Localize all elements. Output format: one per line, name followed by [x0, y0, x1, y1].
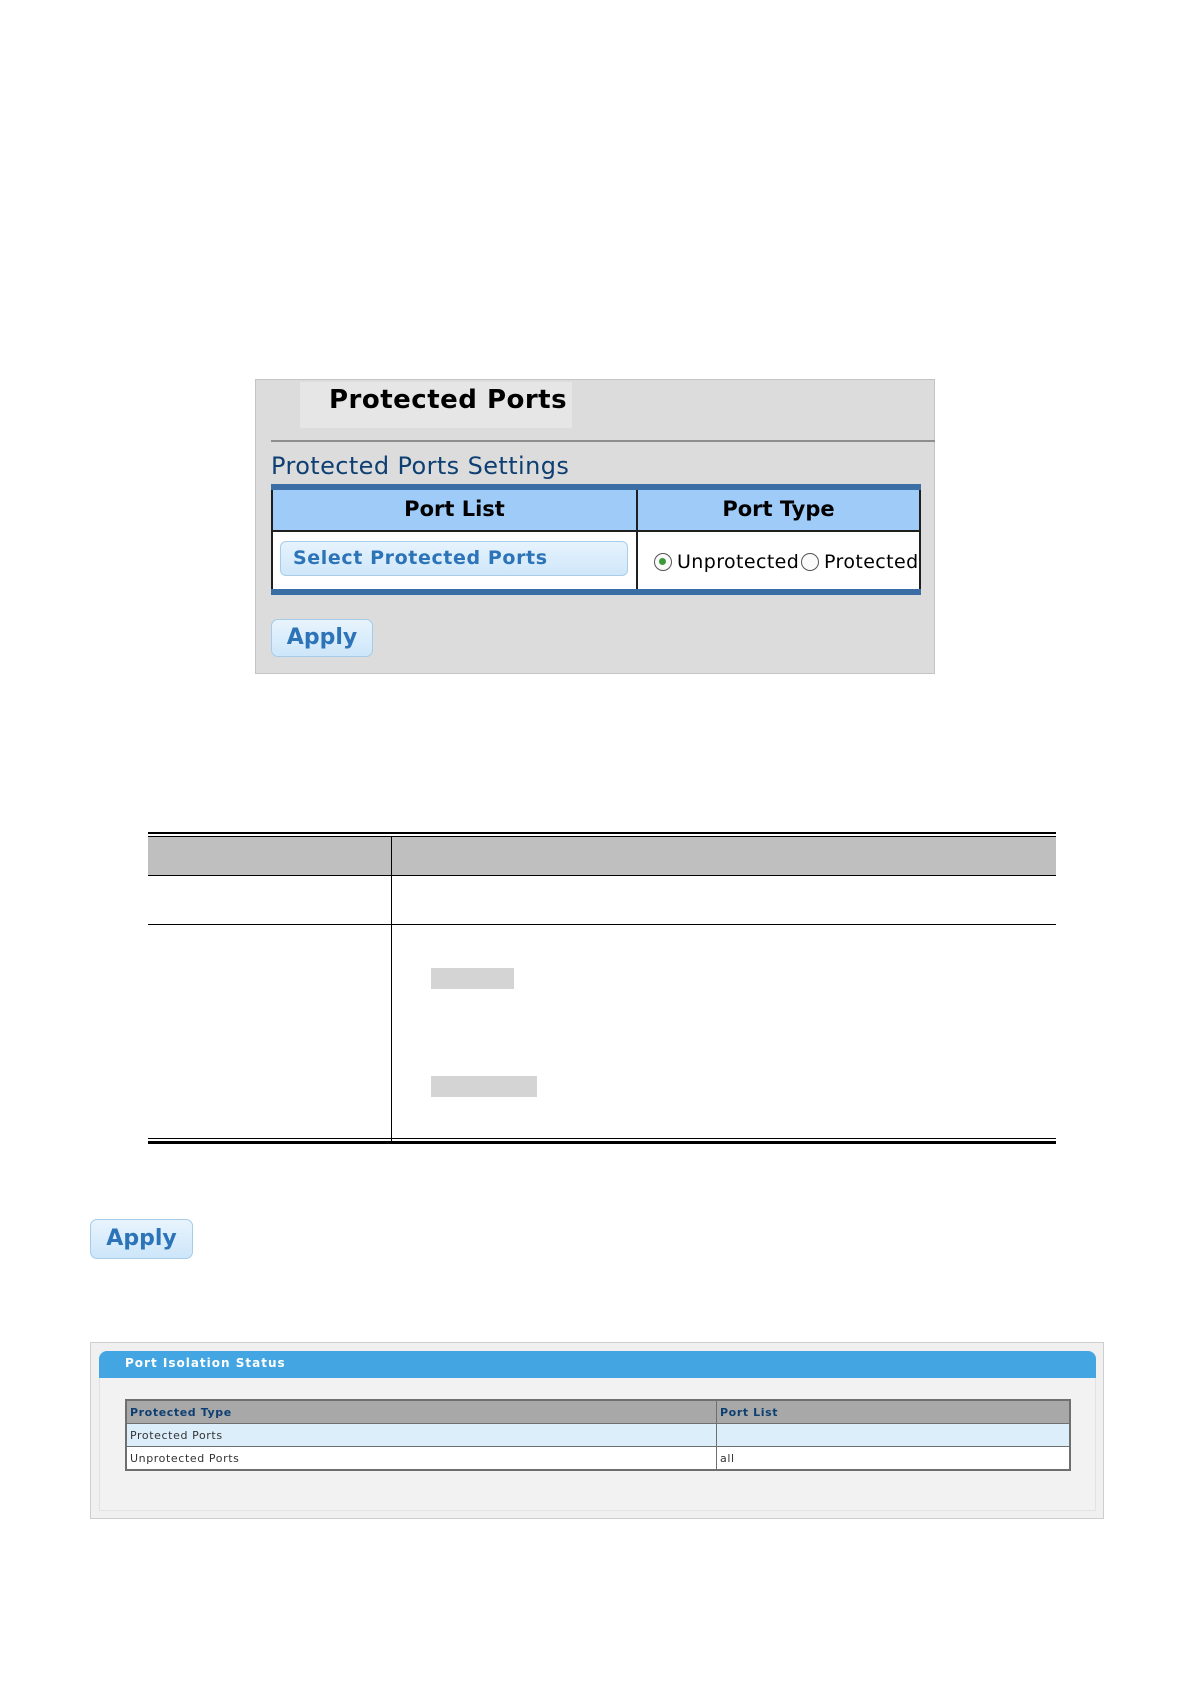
desc-table-bottom-rule [148, 1141, 1056, 1144]
column-header-protected-type: Protected Type [126, 1400, 717, 1424]
desc-table-header [148, 837, 1056, 875]
protected-radio-label[interactable]: Protected [824, 551, 919, 573]
radio-selected-dot [659, 558, 666, 565]
unprotected-radio[interactable] [654, 553, 672, 571]
protected-type-cell: Unprotected Ports [126, 1447, 717, 1471]
column-header-port-type: Port Type [722, 497, 835, 521]
table-row [126, 1447, 1070, 1471]
title-divider [271, 440, 935, 442]
apply-button[interactable]: Apply [271, 619, 373, 657]
desc-table-row-divider [148, 924, 1056, 925]
unprotected-radio-label[interactable]: Unprotected [677, 551, 800, 573]
apply-button[interactable]: Apply [90, 1219, 193, 1259]
page-title: Protected Ports [329, 385, 568, 415]
column-header-port-list: Port List [717, 1400, 1071, 1424]
desc-table-header-rule [148, 875, 1056, 876]
desc-table-top-rule [148, 832, 1056, 834]
protected-type-cell: Protected Ports [126, 1424, 717, 1447]
highlight-placeholder [431, 968, 514, 989]
highlight-placeholder [431, 1076, 537, 1097]
table-row [126, 1424, 1070, 1447]
settings-section-title: Protected Ports Settings [271, 452, 570, 480]
port-isolation-status-title: Port Isolation Status [125, 1356, 286, 1370]
select-protected-ports-button[interactable]: Select Protected Ports [280, 541, 628, 576]
column-header-port-list: Port List [404, 497, 505, 521]
port-list-cell [717, 1424, 1071, 1447]
settings-table-top-bar [271, 484, 921, 490]
desc-table-bottom-rule-thin [148, 1138, 1056, 1139]
port-isolation-status-table [125, 1399, 1071, 1471]
settings-table-bottom-bar [271, 589, 921, 595]
protected-radio[interactable] [801, 553, 819, 571]
port-list-cell: all [717, 1447, 1071, 1471]
desc-table-column-divider [391, 837, 392, 1141]
